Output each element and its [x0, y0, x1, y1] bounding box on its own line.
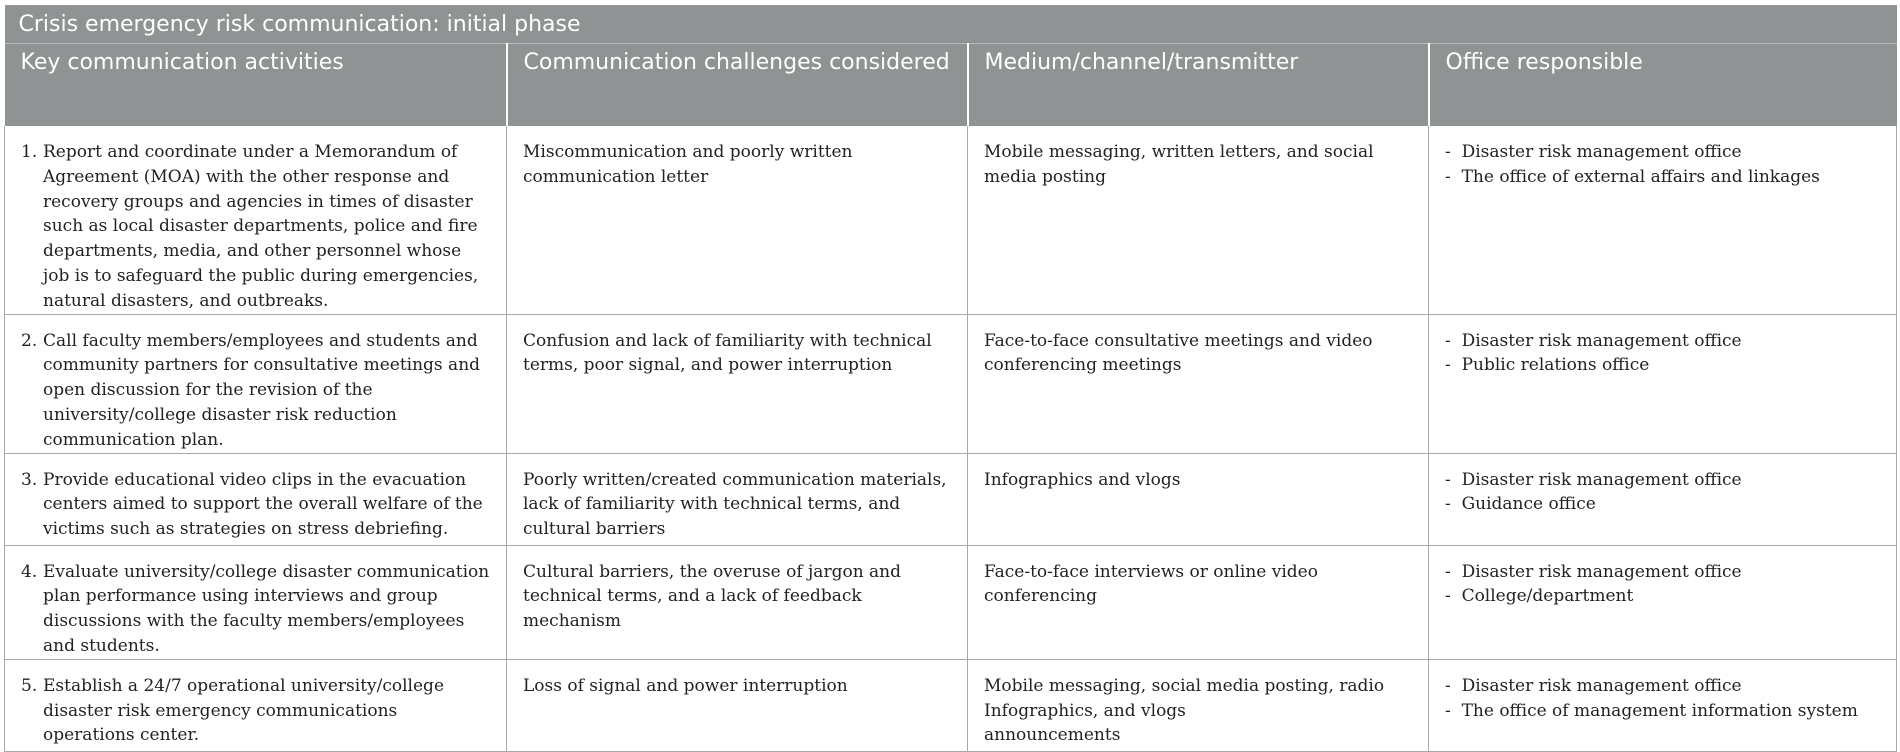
- office-item: - Disaster risk management office: [1445, 561, 1742, 582]
- challenges-cell: Loss of signal and power interruption: [507, 659, 968, 751]
- office-cell: [1429, 659, 1897, 751]
- table-caption: Crisis emergency risk communication: initial phase: [5, 5, 1897, 44]
- medium-cell: [968, 314, 1429, 453]
- office-item: - Disaster risk management office: [1445, 330, 1742, 351]
- challenges-cell: Poorly written/created communication materials, lack of familiarity with technical terms, and cultural barriers: [507, 453, 968, 545]
- column-header-challenges: Communication challenges considered: [507, 44, 968, 127]
- challenges-cell: Miscommunication and poorly written communication letter: [507, 126, 968, 314]
- office-item: - Guidance office: [1445, 494, 1596, 515]
- activity-text: Provide educational video clips in the evacuation centers aimed to support the overall welfare of the victims such as strategies on stress debriefing.: [43, 469, 483, 540]
- office-item: - The office of management information system: [1445, 700, 1858, 721]
- office-cell: [1429, 314, 1897, 453]
- column-header-activities: Key communication activities: [5, 44, 507, 127]
- medium-line: Face-to-face consultative meetings and video conferencing meetings: [984, 330, 1373, 376]
- medium-cell: [968, 453, 1429, 545]
- activity-text: Establish a 24/7 operational university/college disaster risk emergency communications operations center.: [43, 675, 445, 746]
- challenges-cell: Cultural barriers, the overuse of jargon and technical terms, and a lack of feedback mechanism: [507, 545, 968, 659]
- medium-line: Face-to-face interviews or online video conferencing: [984, 561, 1318, 607]
- office-cell: [1429, 453, 1897, 545]
- activity-number: 1.: [21, 142, 38, 162]
- column-header-medium: Medium/channel/transmitter: [968, 44, 1429, 127]
- table-row: [5, 314, 1897, 453]
- column-header-office: Office responsible: [1429, 44, 1897, 127]
- office-item: - College/department: [1445, 586, 1634, 607]
- office-item: - Public relations office: [1445, 355, 1650, 376]
- office-cell: [1429, 545, 1897, 659]
- medium-cell: [968, 545, 1429, 659]
- activity-cell: [5, 314, 507, 453]
- activity-text: Report and coordinate under a Memorandum of Agreement (MOA) with the other response and recovery groups and agencies in times of disaster such as local disaster departments, police and fire departments, media, and other personnel whose job is to safeguard the public during emergencies, natural disasters, and outbreaks.: [43, 142, 479, 311]
- table-row: [5, 126, 1897, 314]
- activity-number: 5.: [21, 675, 38, 696]
- crerc-table: [4, 5, 1897, 752]
- medium-line: Mobile messaging, social media posting, radio: [984, 675, 1385, 696]
- office-item: - The office of external affairs and linkages: [1445, 166, 1820, 187]
- activity-text: Evaluate university/college disaster communication plan performance using interviews and group discussions with the faculty members/employees and students.: [43, 561, 490, 656]
- activity-text: Call faculty members/employees and students and community partners for consultative meetings and open discussion for the revision of the university/college disaster risk reduction communication plan.: [43, 330, 481, 450]
- medium-line: Infographics and vlogs: [984, 469, 1181, 490]
- table-row: [5, 545, 1897, 659]
- medium-cell: [968, 659, 1429, 751]
- activity-number: 4.: [21, 561, 38, 582]
- activity-number: 3.: [21, 469, 38, 490]
- challenges-cell: Confusion and lack of familiarity with technical terms, poor signal, and power interruption: [507, 314, 968, 453]
- office-item: - Disaster risk management office: [1445, 142, 1742, 162]
- activity-cell: [5, 545, 507, 659]
- table-row: [5, 453, 1897, 545]
- medium-line: Mobile messaging, written letters, and social media posting: [984, 142, 1374, 187]
- medium-line: announcements: [984, 725, 1121, 746]
- medium-line: Infographics, and vlogs: [984, 700, 1186, 721]
- table-row: [5, 659, 1897, 751]
- office-cell: [1429, 126, 1897, 314]
- office-item: - Disaster risk management office: [1445, 675, 1742, 696]
- activity-cell: [5, 453, 507, 545]
- activity-cell: [5, 126, 507, 314]
- activity-cell: [5, 659, 507, 751]
- office-item: - Disaster risk management office: [1445, 469, 1742, 490]
- medium-cell: [968, 126, 1429, 314]
- activity-number: 2.: [21, 330, 38, 351]
